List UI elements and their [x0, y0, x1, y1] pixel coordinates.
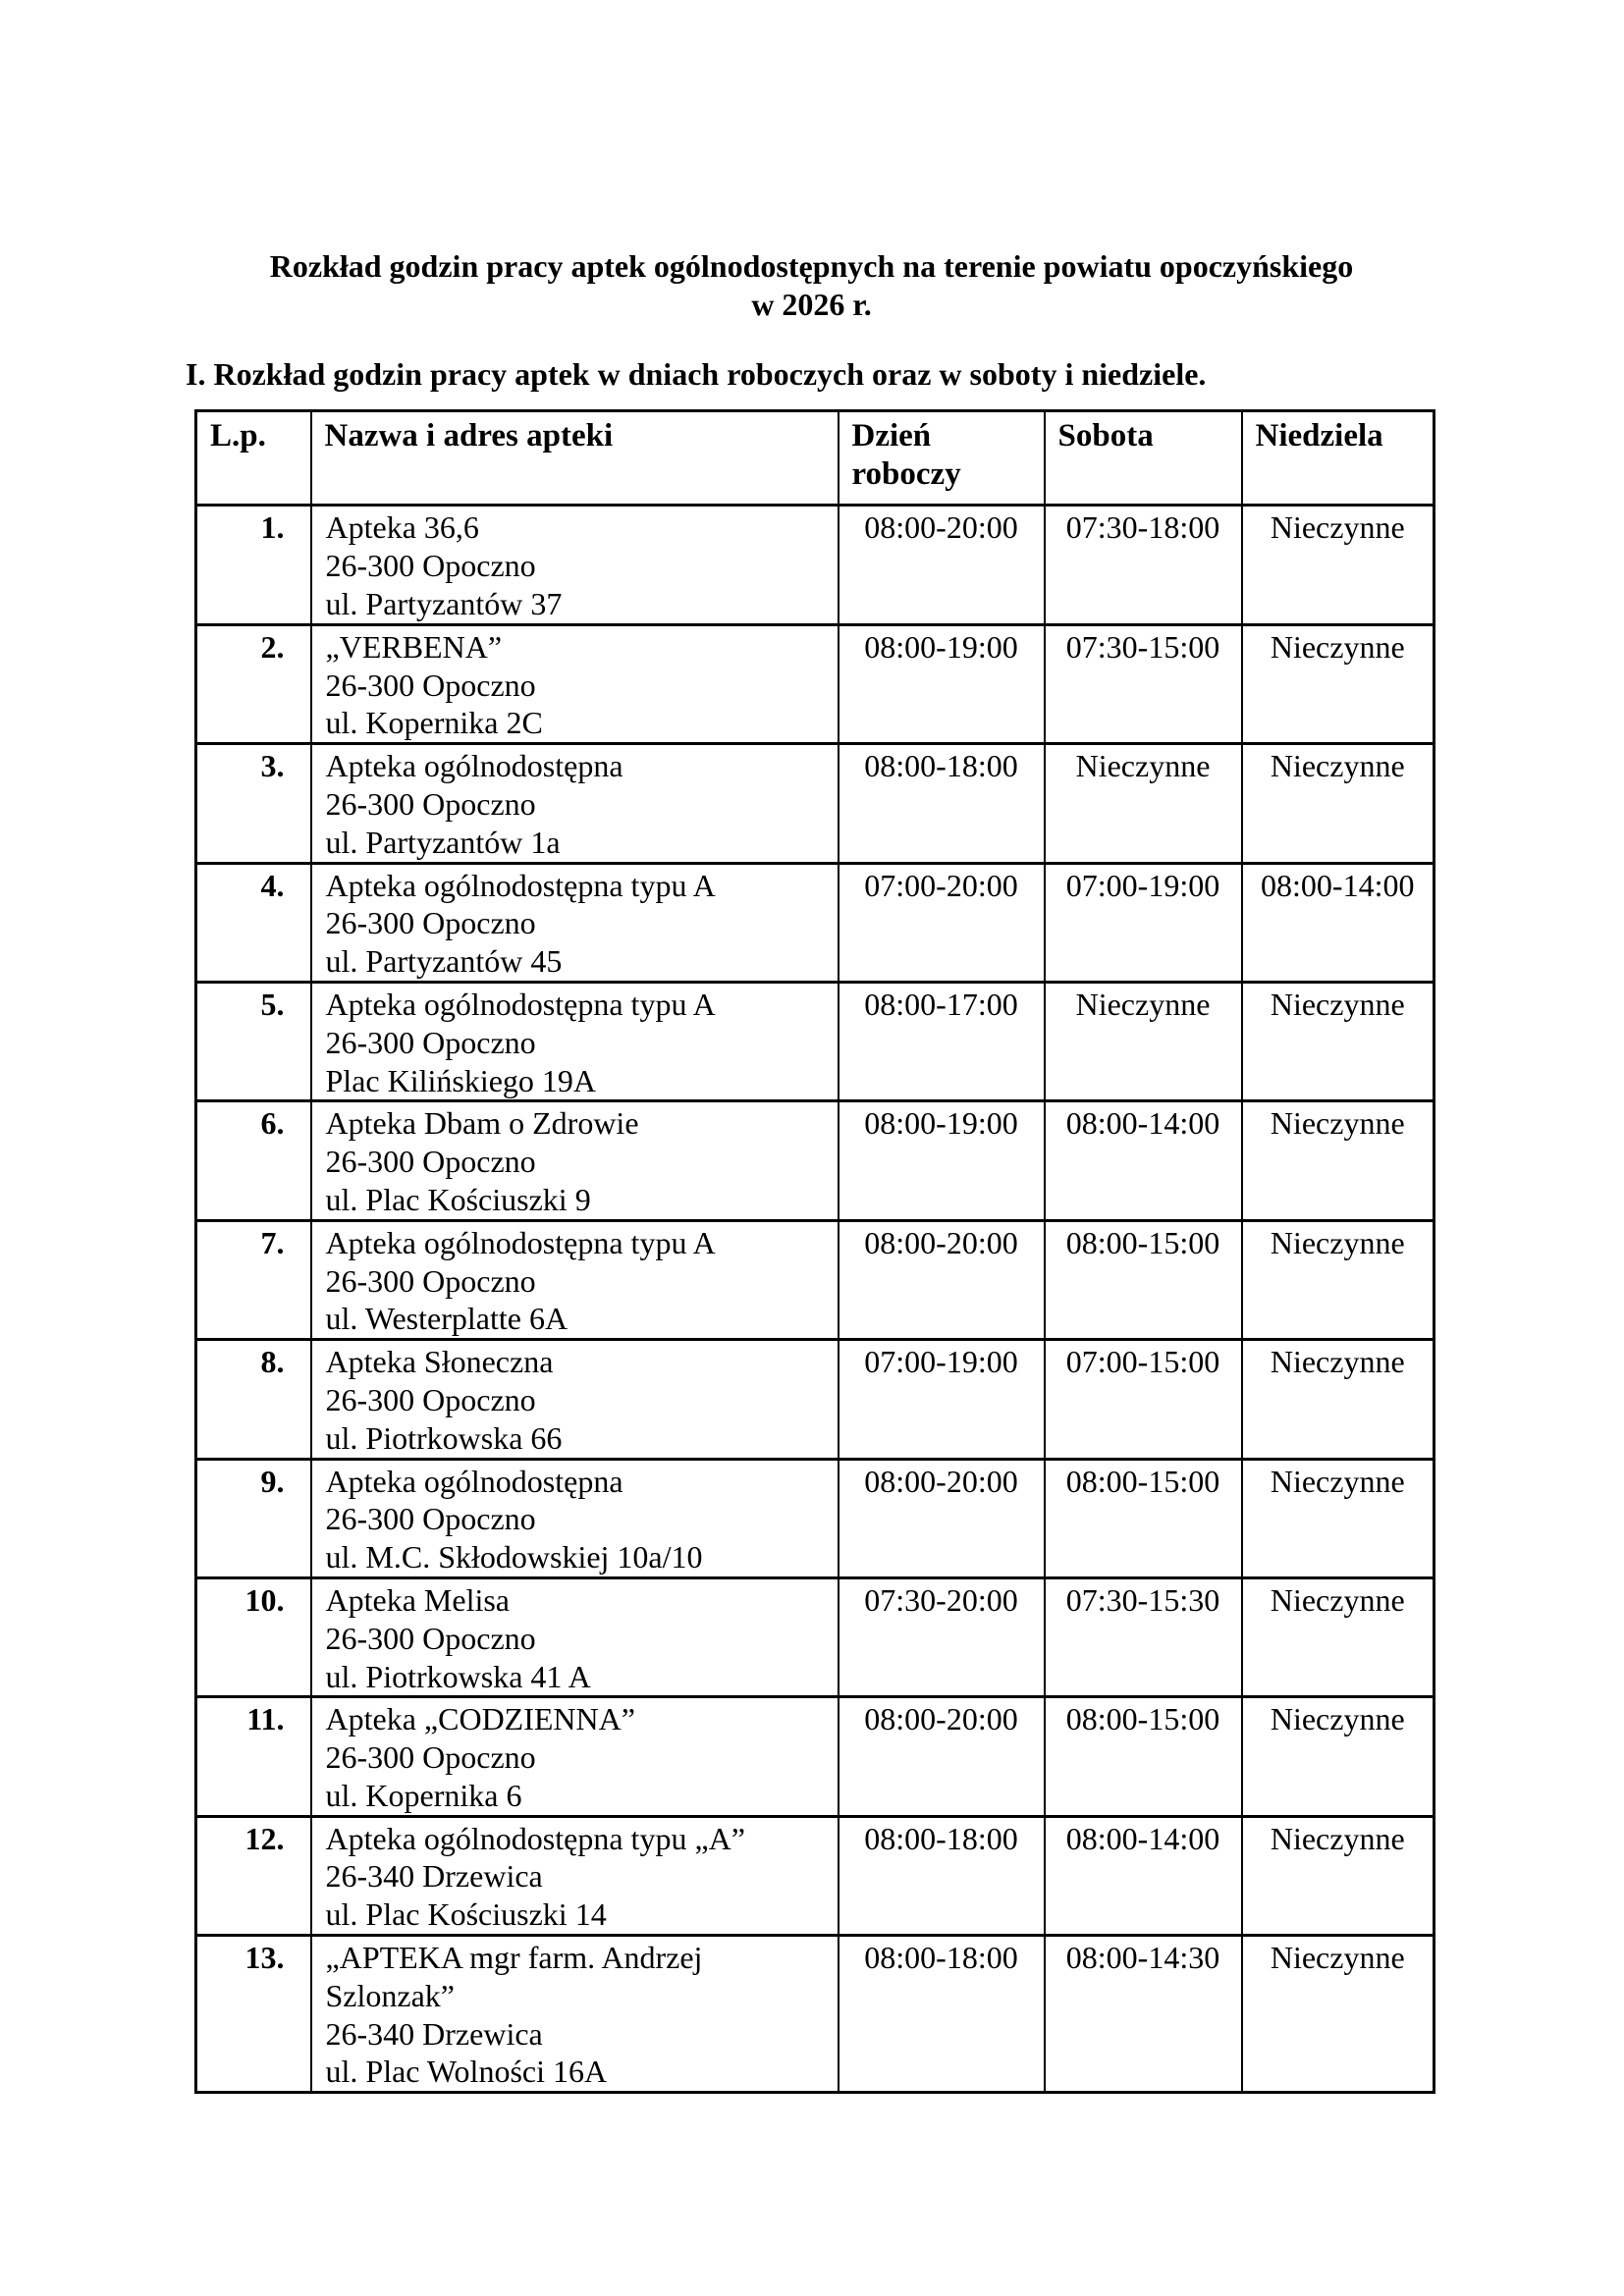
saturday-hours: 08:00-14:00 — [1045, 1101, 1242, 1220]
pharmacy-city: 26-300 Opoczno — [325, 905, 536, 941]
sunday-hours: Nieczynne — [1242, 982, 1435, 1100]
pharmacy-name: Apteka ogólnodostępna — [325, 1463, 623, 1499]
saturday-hours: 08:00-14:00 — [1045, 1816, 1242, 1935]
pharmacy-name: „VERBENA” — [325, 628, 503, 665]
pharmacy-name: Apteka ogólnodostępna typu A — [325, 986, 716, 1022]
saturday-hours: Nieczynne — [1045, 982, 1242, 1100]
pharmacy-street: ul. M.C. Skłodowskiej 10a/10 — [325, 1539, 703, 1575]
pharmacy-city: 26-300 Opoczno — [325, 1144, 536, 1180]
saturday-hours: 07:00-19:00 — [1045, 863, 1242, 982]
table-row — [196, 1816, 1435, 1935]
table-row — [196, 1101, 1435, 1220]
pharmacy-city: 26-340 Drzewica — [325, 2015, 543, 2052]
pharmacy-street: ul. Plac Kościuszki 9 — [325, 1181, 591, 1217]
row-number: 10. — [196, 1577, 311, 1696]
pharmacy-city: 26-300 Opoczno — [325, 1739, 536, 1776]
weekday-hours: 08:00-20:00 — [839, 506, 1045, 624]
row-number: 12. — [196, 1816, 311, 1935]
pharmacy-city: 26-300 Opoczno — [325, 1024, 536, 1060]
weekday-hours: 08:00-18:00 — [839, 1936, 1045, 2093]
saturday-hours: Nieczynne — [1045, 744, 1242, 863]
pharmacy-name: Apteka ogólnodostępna typu A — [325, 867, 716, 903]
row-number: 2. — [196, 624, 311, 743]
pharmacy-street: Plac Kilińskiego 19A — [325, 1062, 597, 1098]
saturday-hours: 07:30-15:00 — [1045, 624, 1242, 743]
sunday-hours: Nieczynne — [1242, 1340, 1435, 1459]
pharmacy-name-address — [311, 982, 839, 1100]
pharmacy-name-address — [311, 744, 839, 863]
document-title — [186, 247, 1437, 324]
pharmacy-name: Apteka „CODZIENNA” — [325, 1701, 635, 1737]
row-number: 11. — [196, 1697, 311, 1816]
pharmacy-street: ul. Piotrkowska 66 — [325, 1419, 563, 1456]
pharmacy-name-address — [311, 624, 839, 743]
table-row — [196, 1220, 1435, 1339]
saturday-hours: 07:00-15:00 — [1045, 1340, 1242, 1459]
weekday-hours: 08:00-20:00 — [839, 1697, 1045, 1816]
weekday-hours: 08:00-20:00 — [839, 1459, 1045, 1577]
pharmacy-name: Apteka Dbam o Zdrowie — [325, 1105, 639, 1142]
row-number: 1. — [196, 506, 311, 624]
section-heading: I. Rozkład godzin pracy aptek w dniach roboczych oraz w soboty i niedziele. — [186, 355, 1207, 392]
sunday-hours: Nieczynne — [1242, 1101, 1435, 1220]
pharmacy-city: 26-300 Opoczno — [325, 1620, 536, 1656]
table-row — [196, 1340, 1435, 1459]
pharmacy-city: 26-300 Opoczno — [325, 785, 536, 822]
document-title-line2: w 2026 r. — [751, 286, 872, 322]
sunday-hours: Nieczynne — [1242, 1697, 1435, 1816]
row-number: 4. — [196, 863, 311, 982]
weekday-hours: 07:30-20:00 — [839, 1577, 1045, 1696]
table-row — [196, 982, 1435, 1100]
pharmacy-street: ul. Partyzantów 1a — [325, 824, 561, 860]
sunday-hours: Nieczynne — [1242, 744, 1435, 863]
table-header-row — [196, 411, 1435, 506]
pharmacy-name-address — [311, 863, 839, 982]
pharmacy-street: ul. Kopernika 2C — [325, 705, 543, 741]
pharmacy-street: ul. Partyzantów 45 — [325, 943, 563, 980]
row-number: 5. — [196, 982, 311, 1100]
header-weekday: Dzień roboczy — [839, 411, 1045, 506]
pharmacy-street: ul. Plac Kościuszki 14 — [325, 1896, 607, 1933]
pharmacy-name-address — [311, 1577, 839, 1696]
pharmacy-name-address — [311, 1340, 839, 1459]
saturday-hours: 08:00-15:00 — [1045, 1459, 1242, 1577]
row-number: 13. — [196, 1936, 311, 2093]
pharmacy-name: Apteka 36,6 — [325, 509, 479, 546]
sunday-hours: Nieczynne — [1242, 624, 1435, 743]
table-row — [196, 506, 1435, 624]
pharmacy-table — [194, 409, 1435, 2094]
sunday-hours: Nieczynne — [1242, 1936, 1435, 2093]
sunday-hours: Nieczynne — [1242, 1577, 1435, 1696]
saturday-hours: 07:30-18:00 — [1045, 506, 1242, 624]
pharmacy-city: 26-300 Opoczno — [325, 1262, 536, 1299]
header-saturday: Sobota — [1045, 411, 1242, 506]
pharmacy-name: Apteka ogólnodostępna — [325, 748, 623, 784]
pharmacy-name-address — [311, 1220, 839, 1339]
pharmacy-name-address — [311, 1697, 839, 1816]
table-row — [196, 1577, 1435, 1696]
pharmacy-name-address — [311, 1816, 839, 1935]
weekday-hours: 08:00-19:00 — [839, 1101, 1045, 1220]
row-number: 8. — [196, 1340, 311, 1459]
header-sunday: Niedziela — [1242, 411, 1435, 506]
pharmacy-name-address — [311, 506, 839, 624]
pharmacy-name-address — [311, 1936, 839, 2093]
table-row — [196, 624, 1435, 743]
sunday-hours: Nieczynne — [1242, 1220, 1435, 1339]
header-lp: L.p. — [196, 411, 311, 506]
pharmacy-street: ul. Plac Wolności 16A — [325, 2054, 608, 2090]
pharmacy-street: ul. Piotrkowska 41 A — [325, 1658, 591, 1694]
pharmacy-street: ul. Kopernika 6 — [325, 1777, 522, 1813]
pharmacy-street: ul. Westerplatte 6A — [325, 1301, 568, 1337]
saturday-hours: 08:00-15:00 — [1045, 1697, 1242, 1816]
saturday-hours: 07:30-15:30 — [1045, 1577, 1242, 1696]
header-name-address: Nazwa i adres apteki — [311, 411, 839, 506]
row-number: 9. — [196, 1459, 311, 1577]
sunday-hours: Nieczynne — [1242, 1459, 1435, 1577]
pharmacy-name: Apteka ogólnodostępna typu „A” — [325, 1820, 745, 1856]
pharmacy-city: 26-300 Opoczno — [325, 548, 536, 584]
pharmacy-name: Apteka Słoneczna — [325, 1344, 554, 1380]
weekday-hours: 07:00-19:00 — [839, 1340, 1045, 1459]
sunday-hours: Nieczynne — [1242, 1816, 1435, 1935]
document-title-line1: Rozkład godzin pracy aptek ogólnodostępnych na terenie powiatu opoczyńskiego — [269, 248, 1354, 284]
pharmacy-city: 26-300 Opoczno — [325, 667, 536, 703]
pharmacy-city: 26-300 Opoczno — [325, 1381, 536, 1417]
sunday-hours: 08:00-14:00 — [1242, 863, 1435, 982]
row-number: 7. — [196, 1220, 311, 1339]
pharmacy-name: Apteka ogólnodostępna typu A — [325, 1224, 716, 1260]
weekday-hours: 08:00-17:00 — [839, 982, 1045, 1100]
table-row — [196, 863, 1435, 982]
row-number: 6. — [196, 1101, 311, 1220]
weekday-hours: 08:00-19:00 — [839, 624, 1045, 743]
row-number: 3. — [196, 744, 311, 863]
saturday-hours: 08:00-14:30 — [1045, 1936, 1242, 2093]
weekday-hours: 08:00-18:00 — [839, 744, 1045, 863]
table-row — [196, 1459, 1435, 1577]
table-row — [196, 744, 1435, 863]
sunday-hours: Nieczynne — [1242, 506, 1435, 624]
saturday-hours: 08:00-15:00 — [1045, 1220, 1242, 1339]
pharmacy-name: Apteka Melisa — [325, 1581, 510, 1618]
pharmacy-city: 26-340 Drzewica — [325, 1858, 543, 1895]
pharmacy-city: 26-300 Opoczno — [325, 1501, 536, 1537]
weekday-hours: 07:00-20:00 — [839, 863, 1045, 982]
pharmacy-name: „APTEKA mgr farm. Andrzej Szlonzak” — [325, 1940, 703, 2013]
pharmacy-name-address — [311, 1459, 839, 1577]
weekday-hours: 08:00-18:00 — [839, 1816, 1045, 1935]
table-row — [196, 1936, 1435, 2093]
weekday-hours: 08:00-20:00 — [839, 1220, 1045, 1339]
table-row — [196, 1697, 1435, 1816]
pharmacy-street: ul. Partyzantów 37 — [325, 585, 563, 621]
pharmacy-name-address — [311, 1101, 839, 1220]
pharmacy-table-body — [196, 506, 1435, 2093]
